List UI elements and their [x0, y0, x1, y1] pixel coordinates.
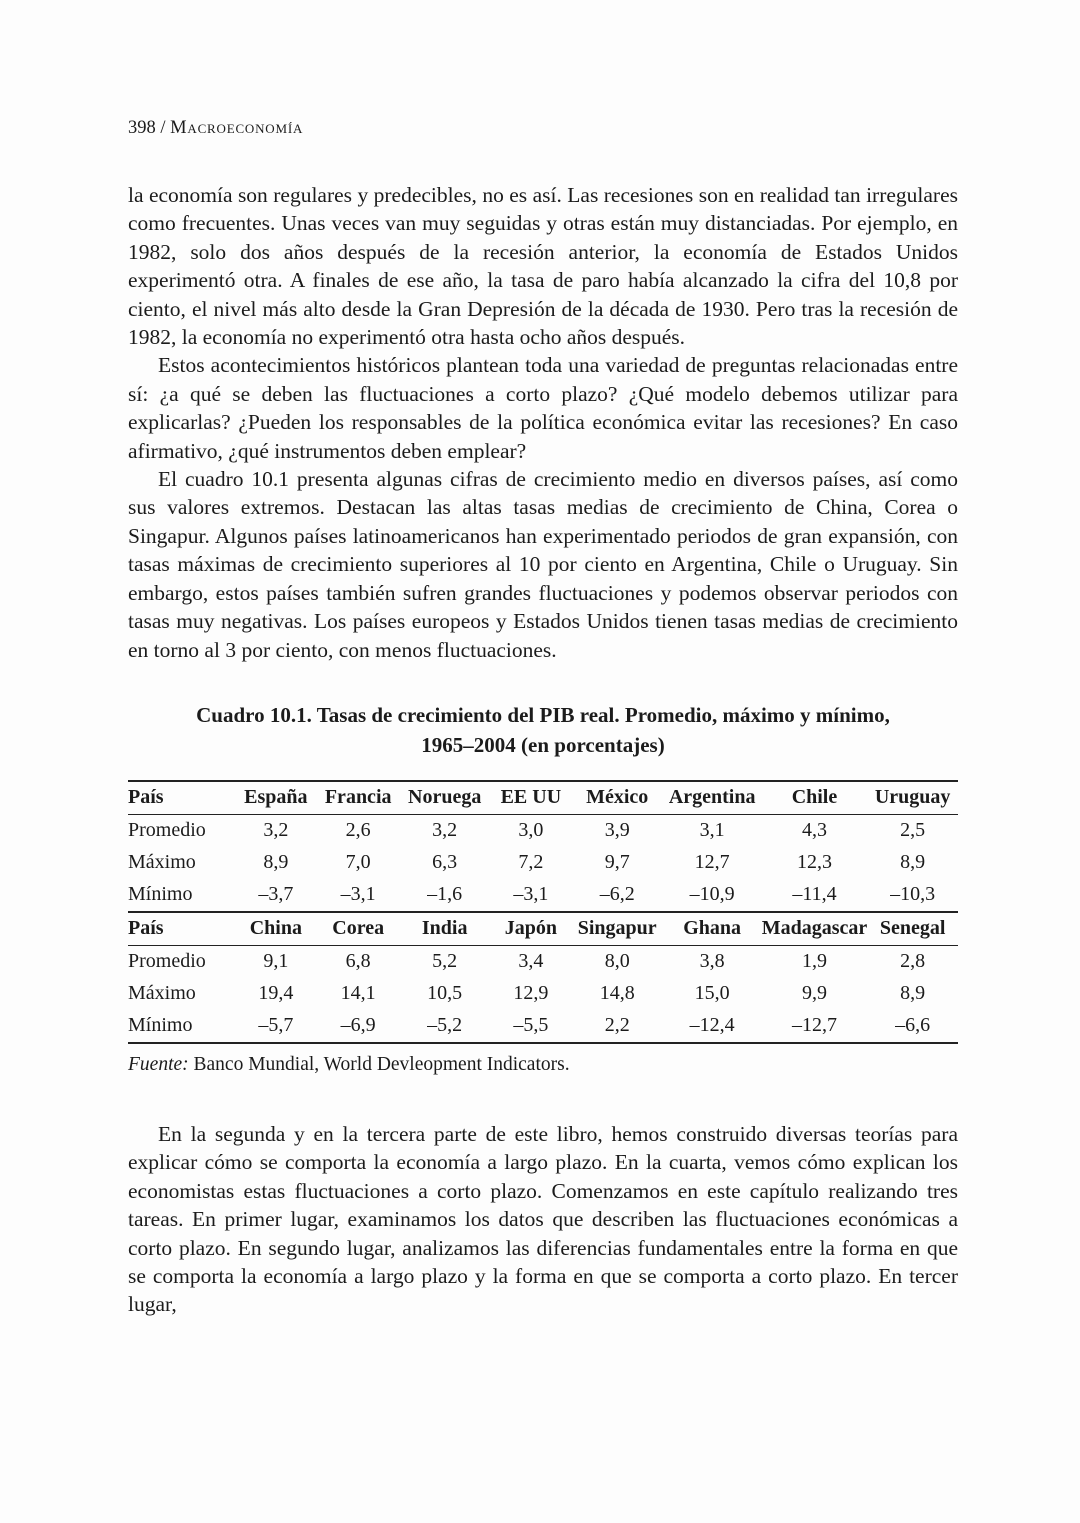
source-label: Fuente: [128, 1053, 189, 1075]
table-cell: –6,9 [317, 1010, 399, 1043]
table-cell: –5,5 [490, 1010, 572, 1043]
table-cell: 7,0 [345, 850, 371, 873]
table-row [128, 978, 958, 1010]
table-cell: 8,9 [263, 850, 289, 873]
table-cell: –10,9 [663, 879, 762, 912]
table-row [128, 879, 958, 912]
table-cell: –3,7 [235, 879, 317, 912]
column-header: España [235, 781, 317, 815]
table-cell: 10,5 [427, 981, 463, 1004]
table-cell: –6,2 [572, 879, 663, 912]
column-header: India [399, 912, 490, 946]
source-text: Banco Mundial, World Devleopment Indicators. [188, 1053, 570, 1075]
table-cell: 8,9 [900, 981, 926, 1004]
table-header-row [128, 912, 958, 946]
table-cell: 3,8 [699, 949, 725, 972]
table-title-line2: 1965–2004 (en porcentajes) [421, 732, 665, 757]
table-cell: –11,4 [762, 879, 868, 912]
row-label: Promedio [128, 949, 206, 972]
table-cell: 5,2 [432, 949, 458, 972]
table-cell: 4,3 [801, 818, 827, 841]
table-cell: 3,0 [518, 818, 544, 841]
table-cell: –12,7 [762, 1010, 868, 1043]
gdp-growth-table [128, 780, 958, 1044]
table-cell: 2,5 [900, 818, 926, 841]
table-source [128, 1054, 958, 1076]
table-cell: 14,8 [599, 981, 635, 1004]
column-header: Noruega [399, 781, 490, 815]
table-cell: 3,1 [699, 818, 725, 841]
table-header-row [128, 781, 958, 815]
table-cell: 8,0 [604, 949, 630, 972]
table-cell: 12,7 [694, 850, 730, 873]
column-header: País [128, 912, 235, 946]
paragraph-recessions: la economía son regulares y predecibles, no es así. Las recesiones son en realidad tan irregulares como frecuentes. Unas veces van muy seguidas y otras están muy distanciadas. Por ejemplo, en 1982, solo dos años después de la recesión anterior, la economía de Estados Unidos experimentó otra. A finales de ese año, la tasa de paro había alcanzado la cifra del 10,8 por ciento, el nivel más alto desde la Gran Depresión de la década de 1930. Pero tras la recesión de 1982, la economía no experimentó otra hasta ocho años después. [128, 183, 958, 350]
row-label: Máximo [128, 850, 196, 873]
column-header: Senegal [867, 912, 958, 946]
table-cell: –3,1 [317, 879, 399, 912]
table-cell: 3,2 [432, 818, 458, 841]
table-title [128, 700, 958, 760]
row-label: Promedio [128, 818, 206, 841]
column-header: País [128, 781, 235, 815]
table-cell: 3,9 [604, 818, 630, 841]
column-header: Madagascar [762, 912, 868, 946]
running-head-separator: / [160, 118, 166, 138]
table-cell: 2,8 [900, 949, 926, 972]
table-cell: 15,0 [694, 981, 730, 1004]
table-cell: 14,1 [340, 981, 376, 1004]
column-header: Chile [762, 781, 868, 815]
column-header: Argentina [663, 781, 762, 815]
book-title: Macroeconomía [170, 118, 304, 138]
table-cell: 12,3 [796, 850, 832, 873]
table-cell: 2,2 [572, 1010, 663, 1043]
table-cell: 12,9 [513, 981, 549, 1004]
column-header: Corea [317, 912, 399, 946]
row-label: Mínimo [128, 879, 235, 912]
column-header: Francia [317, 781, 399, 815]
row-label: Mínimo [128, 1010, 235, 1043]
table-cell: –10,3 [867, 879, 958, 912]
running-head [128, 118, 958, 139]
table-cell: 2,6 [345, 818, 371, 841]
table-row [128, 814, 958, 847]
paragraph-questions: Estos acontecimientos históricos plantean toda una variedad de preguntas relacionadas entre sí: ¿a qué se deben las fluctuaciones a corto plazo? ¿Qué modelo debemos utilizar para explicarlas? ¿Pueden los responsables de la política económica evitar las recesiones? En caso afirmativo, ¿qué instrumentos deben emplear? [128, 353, 958, 463]
table-row [128, 1010, 958, 1043]
table-cell: 6,3 [432, 850, 458, 873]
table-cell: 8,9 [900, 850, 926, 873]
column-header: Japón [490, 912, 572, 946]
table-cell: 7,2 [518, 850, 544, 873]
table-row [128, 945, 958, 978]
paragraph-table-intro: El cuadro 10.1 presenta algunas cifras de crecimiento medio en diversos países, así como sus valores extremos. Destacan las altas tasas medias de crecimiento de China, Corea o Singapur. Algunos países latinoamericanos han experimentado periodos de gran expansión, con tasas máximas de crecimiento superiores al 10 por ciento en Argentina, Chile o Uruguay. Sin embargo, estos países también sufren grandes fluctuaciones y podemos observar periodos con tasas muy negativas. Los países europeos y Estados Unidos tienen tasas medias de crecimiento en torno al 3 por ciento, con menos fluctuaciones. [128, 467, 958, 662]
column-header: Singapur [572, 912, 663, 946]
table-cell: –5,7 [235, 1010, 317, 1043]
table-cell: 6,8 [345, 949, 371, 972]
table-row [128, 847, 958, 879]
table-cell: 3,2 [263, 818, 289, 841]
table-cell: 3,4 [518, 949, 544, 972]
column-header: México [572, 781, 663, 815]
column-header: EE UU [490, 781, 572, 815]
column-header: China [235, 912, 317, 946]
table-cell: 9,7 [604, 850, 630, 873]
column-header: Uruguay [867, 781, 958, 815]
table-cell: 1,9 [801, 949, 827, 972]
page-number: 398 [128, 118, 156, 138]
paragraph-closing: En la segunda y en la tercera parte de este libro, hemos construido diversas teorías para explicar cómo se comporta la economía a largo plazo. En la cuarta, vemos cómo explican los economistas estas fluctuaciones a corto plazo. Comenzamos en este capítulo realizando tres tareas. En primer lugar, examinamos los datos que describen las fluctuaciones económicas a corto plazo. En segundo lugar, analizamos las diferencias fundamentales entre la forma en que se comporta la economía a largo plazo y la forma en que se comporta a corto plazo. En tercer lugar, [128, 1121, 958, 1317]
table-cell: –5,2 [399, 1010, 490, 1043]
row-label: Máximo [128, 981, 196, 1004]
table-cell: –1,6 [399, 879, 490, 912]
table-cell: 9,9 [801, 981, 827, 1004]
column-header: Ghana [663, 912, 762, 946]
table-cell: 9,1 [263, 949, 289, 972]
table-title-line1: Cuadro 10.1. Tasas de crecimiento del PIB real. Promedio, máximo y mínimo, [196, 702, 890, 727]
table-cell: –12,4 [663, 1010, 762, 1043]
table-cell: –3,1 [490, 879, 572, 912]
table-cell: –6,6 [867, 1010, 958, 1043]
table-cell: 19,4 [258, 981, 294, 1004]
